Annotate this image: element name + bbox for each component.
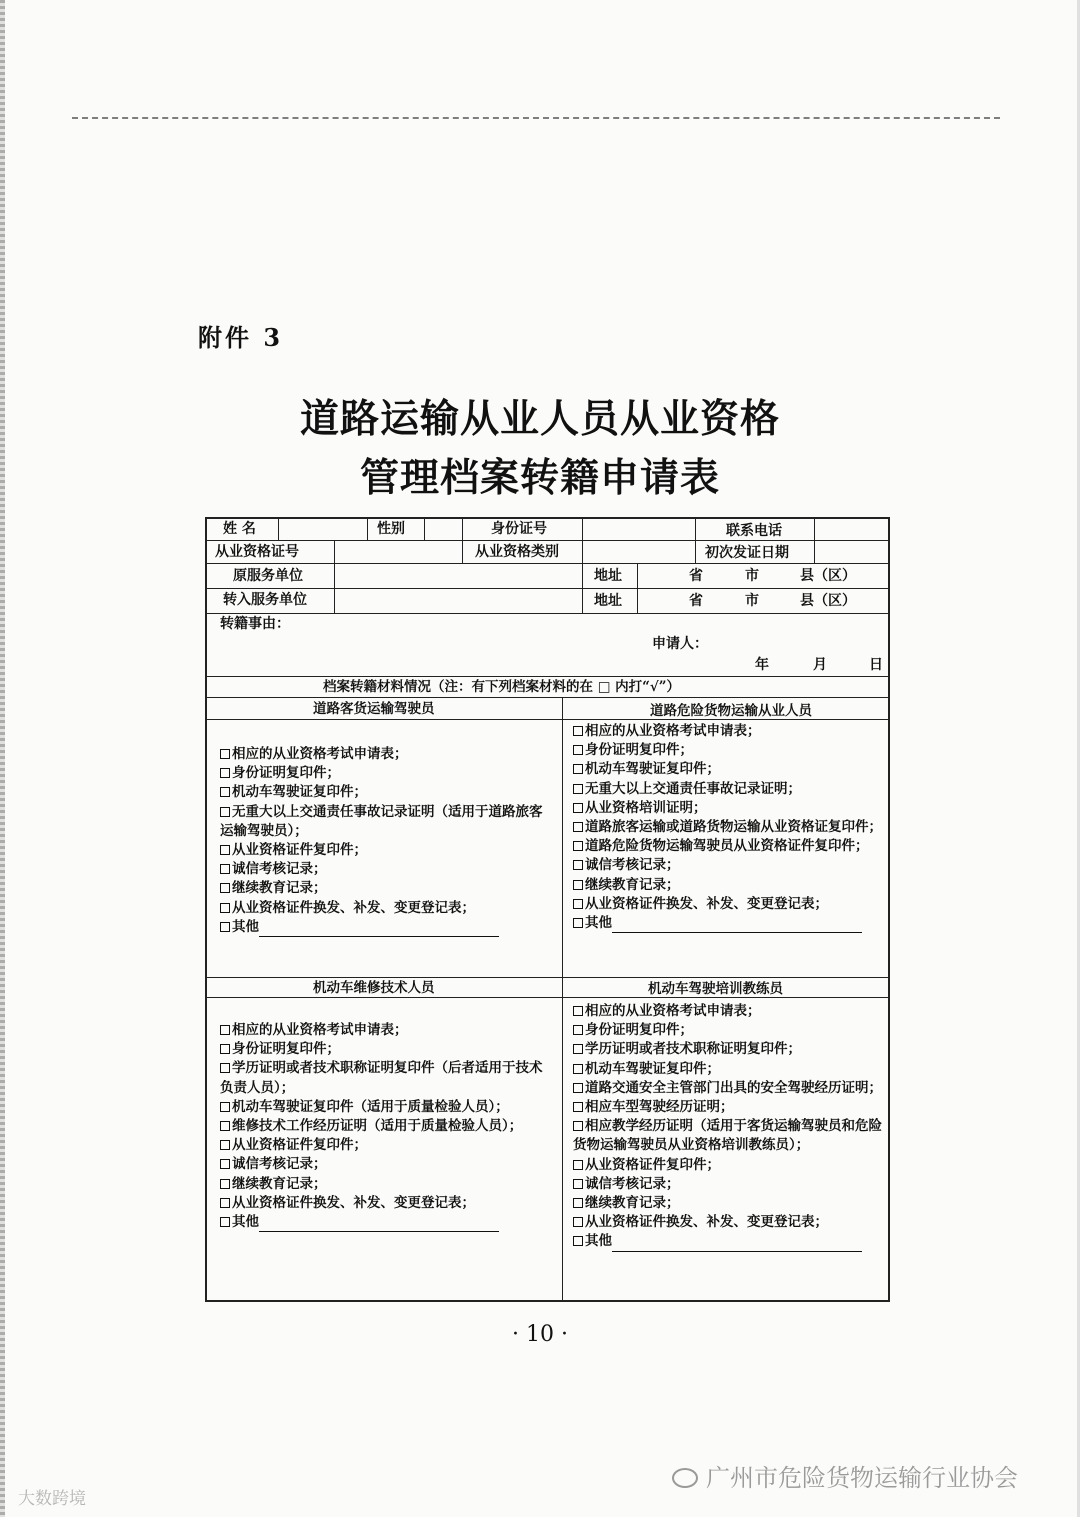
checkbox[interactable] bbox=[573, 1025, 583, 1035]
checkbox[interactable] bbox=[220, 1025, 230, 1035]
checkbox[interactable] bbox=[220, 807, 230, 817]
checkbox[interactable] bbox=[220, 903, 230, 913]
list-dangerous-goods bbox=[573, 722, 885, 933]
list-item: 身份证明复印件； bbox=[573, 741, 885, 760]
watermark-secondary: 大数跨境 bbox=[18, 1489, 86, 1509]
list-item: 从业资格证件换发、补发、变更登记表； bbox=[220, 1194, 555, 1213]
blank-line[interactable] bbox=[612, 1239, 862, 1252]
reason-label: 转籍事由： bbox=[220, 616, 290, 632]
checkbox[interactable] bbox=[220, 787, 230, 797]
attachment-label: 附件 3 bbox=[198, 323, 284, 352]
blank-line[interactable] bbox=[259, 1219, 499, 1232]
month-label: 月 bbox=[813, 657, 827, 673]
checkbox[interactable] bbox=[573, 1006, 583, 1016]
wechat-icon bbox=[672, 1468, 698, 1488]
checkbox[interactable] bbox=[573, 784, 583, 794]
col-line bbox=[462, 519, 463, 563]
checkbox[interactable] bbox=[220, 1121, 230, 1131]
list-item: 无重大以上交通责任事故记录证明（适用于道路旅客运输驾驶员）； bbox=[220, 803, 543, 839]
first-issue-date-label: 初次发证日期 bbox=[705, 545, 789, 561]
list-item: 无重大以上交通责任事故记录证明； bbox=[573, 780, 885, 799]
list-item: 相应的从业资格考试申请表； bbox=[220, 745, 555, 764]
list-item: 从业资格证件复印件； bbox=[220, 1136, 555, 1155]
list-item: 机动车驾驶证复印件； bbox=[573, 760, 885, 779]
list-item: 诚信考核记录； bbox=[573, 1175, 885, 1194]
name-label: 姓 名 bbox=[223, 521, 256, 537]
list-passenger-cargo bbox=[220, 745, 555, 937]
checkbox[interactable] bbox=[220, 768, 230, 778]
list-item: 学历证明或者技术职称证明复印件； bbox=[573, 1040, 885, 1059]
checkbox[interactable] bbox=[573, 1236, 583, 1246]
list-item: 机动车驾驶证复印件； bbox=[573, 1060, 885, 1079]
row-line bbox=[207, 588, 888, 589]
section-title-repair-tech: 机动车维修技术人员 bbox=[313, 980, 435, 996]
row-line bbox=[207, 563, 888, 564]
list-item: 其他 bbox=[573, 1232, 885, 1251]
list-item: 其他 bbox=[220, 1213, 555, 1232]
list-item: 从业资格培训证明； bbox=[573, 799, 885, 818]
checkbox[interactable] bbox=[220, 1179, 230, 1189]
page-number: · 10 · bbox=[512, 1322, 568, 1347]
checkbox[interactable] bbox=[573, 1102, 583, 1112]
applicant-label: 申请人： bbox=[652, 636, 708, 652]
checkbox[interactable] bbox=[573, 1083, 583, 1093]
list-item: 相应的从业资格考试申请表； bbox=[573, 1002, 885, 1021]
original-unit-label: 原服务单位 bbox=[233, 568, 303, 584]
checkbox[interactable] bbox=[573, 803, 583, 813]
blank-line[interactable] bbox=[259, 924, 499, 937]
list-item: 相应的从业资格考试申请表； bbox=[220, 1021, 555, 1040]
list-item: 继续教育记录； bbox=[220, 879, 555, 898]
cert-no-label: 从业资格证号 bbox=[215, 544, 299, 560]
list-item: 其他 bbox=[573, 914, 885, 933]
checkbox[interactable] bbox=[573, 745, 583, 755]
day-label: 日 bbox=[869, 657, 883, 673]
address-label: 地址 bbox=[594, 568, 622, 584]
row-line bbox=[207, 613, 888, 614]
checkbox[interactable] bbox=[573, 899, 583, 909]
list-item: 相应教学经历证明（适用于客货运输驾驶员和危险货物运输驾驶员从业资格培训教练员）； bbox=[573, 1118, 882, 1154]
list-item: 道路旅客运输或道路货物运输从业资格证复印件； bbox=[573, 818, 885, 837]
list-item: 其他 bbox=[220, 918, 555, 937]
list-item: 诚信考核记录； bbox=[220, 1155, 555, 1174]
list-item: 继续教育记录； bbox=[573, 1194, 885, 1213]
row-line bbox=[207, 676, 888, 677]
checkbox[interactable] bbox=[573, 1217, 583, 1227]
list-item: 道路危险货物运输驾驶员从业资格证件复印件； bbox=[573, 837, 885, 856]
list-item: 身份证明复印件； bbox=[573, 1021, 885, 1040]
checkbox[interactable] bbox=[220, 1063, 230, 1073]
list-driving-instructor bbox=[573, 1002, 885, 1252]
checkbox[interactable] bbox=[220, 1044, 230, 1054]
list-item: 继续教育记录； bbox=[220, 1175, 555, 1194]
city-label-2: 市 bbox=[745, 593, 759, 609]
list-item: 道路交通安全主管部门出具的安全驾驶经历证明； bbox=[573, 1079, 885, 1098]
list-item: 诚信考核记录； bbox=[573, 856, 885, 875]
list-item: 从业资格证件换发、补发、变更登记表； bbox=[573, 1213, 885, 1232]
checkbox[interactable] bbox=[220, 1102, 230, 1112]
scan-edge-left bbox=[0, 0, 5, 1517]
watermark: 广州市危险货物运输行业协会 bbox=[672, 1458, 1018, 1493]
checkbox[interactable] bbox=[573, 822, 583, 832]
col-line bbox=[334, 540, 335, 613]
list-item: 相应的从业资格考试申请表； bbox=[573, 722, 885, 741]
col-line bbox=[695, 519, 696, 563]
province-label-2: 省 bbox=[689, 593, 703, 609]
checkbox[interactable] bbox=[220, 845, 230, 855]
list-item: 机动车驾驶证复印件； bbox=[220, 783, 555, 802]
list-item: 维修技术工作经历证明（适用于质量检验人员）； bbox=[220, 1117, 555, 1136]
col-line bbox=[637, 563, 638, 613]
year-label: 年 bbox=[755, 657, 769, 673]
checkbox[interactable] bbox=[573, 1179, 583, 1189]
list-item: 继续教育记录； bbox=[573, 876, 885, 895]
list-item: 从业资格证件复印件； bbox=[573, 1156, 885, 1175]
county-label-2: 县（区） bbox=[800, 593, 856, 609]
title-line-2: 管理档案转籍申请表 bbox=[359, 456, 720, 501]
list-item: 从业资格证件换发、补发、变更登记表； bbox=[573, 895, 885, 914]
section-title-passenger-cargo: 道路客货运输驾驶员 bbox=[313, 701, 435, 717]
checkbox[interactable] bbox=[573, 1044, 583, 1054]
checkbox[interactable] bbox=[573, 1198, 583, 1208]
title-line-1: 道路运输从业人员从业资格 bbox=[299, 397, 780, 442]
transfer-unit-label: 转入服务单位 bbox=[223, 592, 307, 608]
col-line bbox=[278, 519, 279, 540]
checkbox[interactable] bbox=[573, 1121, 583, 1131]
section-title-driving-instructor: 机动车驾驶培训教练员 bbox=[648, 981, 783, 997]
transfer-application-form bbox=[205, 517, 890, 1302]
checkbox[interactable] bbox=[220, 864, 230, 874]
checkbox[interactable] bbox=[220, 922, 230, 932]
list-item: 身份证明复印件； bbox=[220, 1040, 555, 1059]
list-item: 从业资格证件复印件； bbox=[220, 841, 555, 860]
list-item: 机动车驾驶证复印件（适用于质量检验人员）； bbox=[220, 1098, 555, 1117]
section-title-dangerous-goods: 道路危险货物运输从业人员 bbox=[650, 703, 812, 719]
list-item: 学历证明或者技术职称证明复印件（后者适用于技术负责人员）； bbox=[220, 1060, 543, 1096]
checkbox[interactable] bbox=[220, 749, 230, 759]
cert-type-label: 从业资格类别 bbox=[475, 544, 559, 560]
gender-label: 性别 bbox=[377, 521, 405, 537]
checkbox[interactable] bbox=[573, 764, 583, 774]
county-label: 县（区） bbox=[800, 568, 856, 584]
col-line bbox=[562, 697, 563, 1300]
checkbox[interactable] bbox=[573, 1064, 583, 1074]
list-item: 身份证明复印件； bbox=[220, 764, 555, 783]
checkbox[interactable] bbox=[220, 1198, 230, 1208]
checkbox[interactable] bbox=[220, 1140, 230, 1150]
list-item: 相应车型驾驶经历证明； bbox=[573, 1098, 885, 1117]
checkbox[interactable] bbox=[573, 860, 583, 870]
id-number-label: 身份证号 bbox=[491, 521, 547, 537]
col-line bbox=[367, 519, 368, 540]
list-item: 诚信考核记录； bbox=[220, 860, 555, 879]
phone-label: 联系电话 bbox=[726, 523, 782, 539]
list-repair-tech bbox=[220, 1021, 555, 1232]
province-label: 省 bbox=[689, 568, 703, 584]
row-line bbox=[207, 977, 888, 978]
city-label: 市 bbox=[745, 568, 759, 584]
blank-line[interactable] bbox=[612, 920, 862, 933]
checkbox[interactable] bbox=[573, 841, 583, 851]
col-line bbox=[424, 519, 425, 540]
checkbox[interactable] bbox=[573, 880, 583, 890]
checkbox[interactable] bbox=[573, 726, 583, 736]
address-label-2: 地址 bbox=[594, 593, 622, 609]
checkbox[interactable] bbox=[573, 1160, 583, 1170]
header-rule bbox=[72, 117, 1000, 119]
materials-note: 档案转籍材料情况（注：有下列档案材料的在 □ 内打“√”） bbox=[323, 679, 681, 695]
checkbox[interactable] bbox=[220, 1159, 230, 1169]
row-line bbox=[207, 697, 888, 698]
col-line bbox=[582, 519, 583, 613]
checkbox[interactable] bbox=[220, 1217, 230, 1227]
row-line bbox=[207, 540, 888, 541]
list-item: 从业资格证件换发、补发、变更登记表； bbox=[220, 899, 555, 918]
col-line bbox=[814, 519, 815, 563]
checkbox[interactable] bbox=[573, 918, 583, 928]
row-line bbox=[207, 997, 888, 998]
checkbox[interactable] bbox=[220, 883, 230, 893]
